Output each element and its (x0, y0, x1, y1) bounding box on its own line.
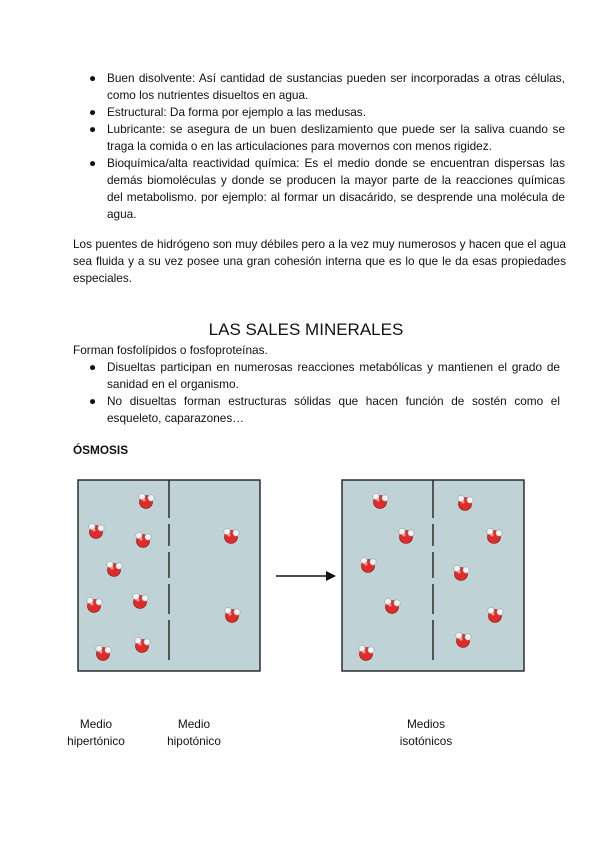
list-item-text: Buen disolvente: Así cantidad de sustancias pueden ser incorporadas a otras células, como los nutrientes disueltos en agua. (107, 71, 565, 102)
mineral-salts-list (72, 359, 560, 427)
list-item-text: Estructural: Da forma por ejemplo a las medusas. (107, 105, 366, 119)
list-item-text: No disueltas forman estructuras sólidas que hacen función de sostén como el esqueleto, caparazones… (107, 394, 560, 425)
bullet-icon: ● (89, 394, 97, 408)
section-title: LAS SALES MINERALES (208, 320, 404, 339)
caption-isotonic (394, 716, 458, 750)
caption-line: Medio (177, 717, 211, 731)
bullet-icon: ● (89, 360, 97, 374)
bullet-icon: ● (89, 156, 97, 170)
caption-line: hipotónico (167, 734, 221, 748)
arrow-icon (276, 571, 336, 581)
water-properties-list (72, 70, 565, 223)
bullet-icon: ● (89, 71, 97, 85)
caption-line: hipertónico (67, 734, 125, 748)
bullet-icon: ● (89, 122, 97, 136)
bullet-icon: ● (89, 105, 97, 119)
section-subtitle: Forman fosfolípidos o fosfoproteínas. (73, 343, 268, 357)
list-item (72, 121, 565, 155)
tank-right (342, 480, 524, 671)
list-item-text: Bioquímica/alta reactividad química: Es el medio donde se encuentran dispersas las demás biomoléculas y donde se producen la mayor parte de la reacciones químicas del metabolismo. por ejemplo: al formar un disacárido, se desprende una molécula de agua. (107, 156, 565, 221)
caption-hypotonic (164, 716, 224, 750)
caption-hypertonic (66, 716, 126, 750)
caption-line: isotónicos (399, 734, 453, 748)
list-item (72, 155, 565, 223)
list-item (72, 70, 565, 104)
caption-line: Medio (79, 717, 113, 731)
hydrogen-bonds-paragraph: Los puentes de hidrógeno son muy débiles pero a la vez muy numerosos y hacen que el agua sea fluida y a su vez posee una gran cohesión interna que es lo que le da esas propiedades especiales. (73, 237, 566, 285)
list-item-text: Disueltas participan en numerosas reacciones metabólicas y mantienen el grado de sanidad en el organismo. (107, 360, 560, 391)
tank-left (78, 480, 260, 671)
list-item-text: Lubricante: se asegura de un buen deslizamiento que puede ser la saliva cuando se traga la comida o en las articulaciones para movernos con menos rigidez. (107, 122, 565, 153)
list-item (72, 104, 565, 121)
caption-line: Medios (406, 717, 446, 731)
list-item (72, 359, 560, 393)
osmosis-title: ÓSMOSIS (73, 443, 129, 457)
list-item (72, 393, 560, 427)
osmosis-diagram (0, 470, 600, 690)
